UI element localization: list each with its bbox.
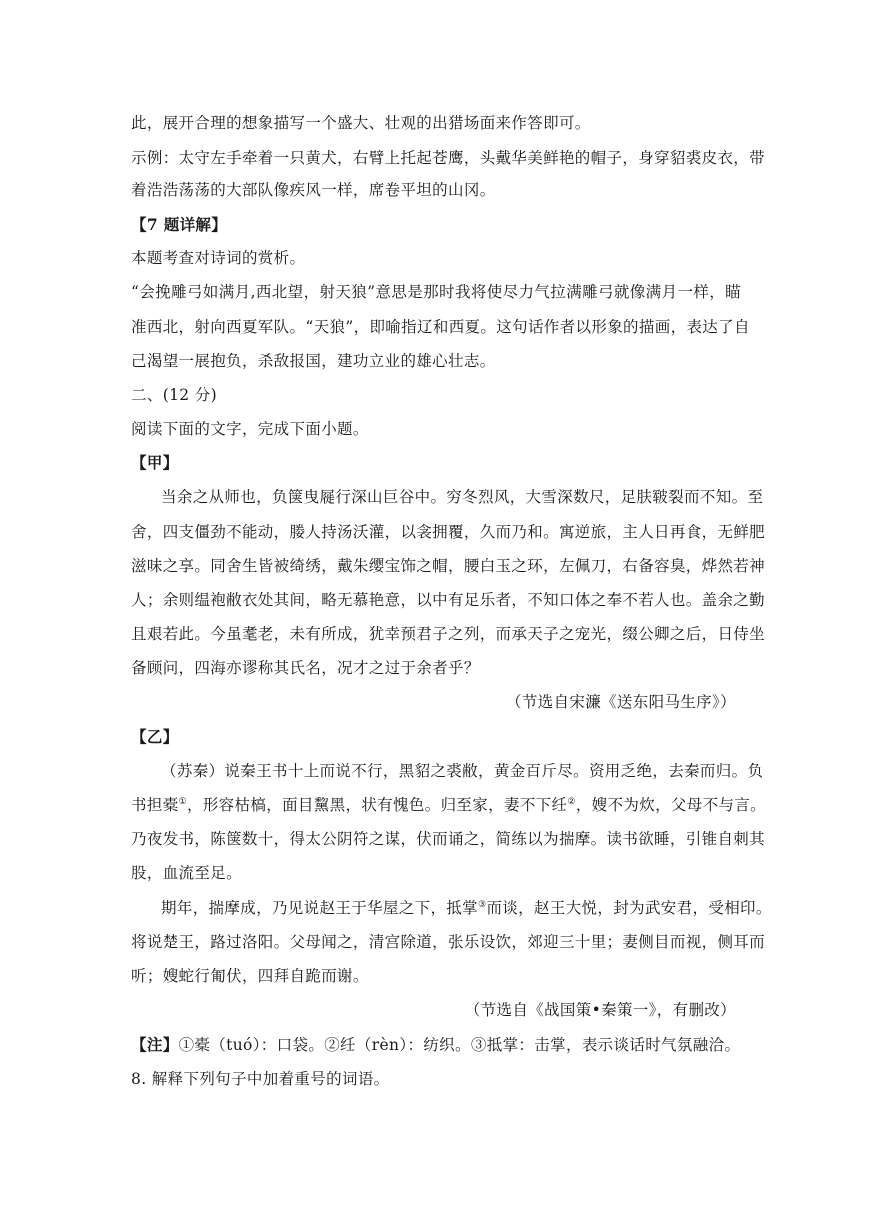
analysis-line: “会挽雕弓如满月,西北望，射天狼”意思是那时我将使尽力气拉满雕弓就像满月一样，瞄 [131,283,741,301]
footnote-mark: ① [178,796,187,807]
passage-yi-line: 股，血流至足。 [131,864,242,882]
passage-jia-line: 滋味之享。同舍生皆被绮绣，戴朱缨宝饰之帽，腰白玉之环，左佩刀，右备容臭，烨然若神 [131,557,766,575]
passage-yi-line: 书担橐①，形容枯槁，面目黧黑，状有愧色。归至家，妻不下纴②，嫂不为炊，父母不与言。 [131,796,767,814]
source-citation: （节选自宋濂《送东阳马生序》） [505,693,736,711]
passage-yi-line: 期年，揣摩成，乃见说赵王于华屋之下，抵掌③而谈，赵王大悦，封为武安君，受相印。 [161,899,772,917]
passage-yi-line: （苏秦）说秦王书十上而说不行，黑貂之裘敝，黄金百斤尽。资用乏绝，去秦而归。负 [161,762,764,780]
question-8: 8. 解释下列句子中加着重号的词语。 [131,1070,390,1088]
passage-label-yi: 【乙】 [131,727,179,746]
section-heading: 二、(12 分) [131,386,218,404]
passage-jia-line: 人；余则缊袍敝衣处其间，略无慕艳意，以中有足乐者，不知口体之奉不若人也。盖余之勤 [131,591,766,609]
source-citation: （节选自《战国策•秦策一》，有删改） [464,1001,736,1019]
example-line: 示例：太守左手牵着一只黄犬，右臂上托起苍鹰，头戴华美鲜艳的帽子，身穿貂裘皮衣，带 [131,149,766,167]
analysis-line: 己渴望一展抱负，杀敌报国，建功立业的雄心壮志。 [131,352,496,370]
example-line: 着浩浩荡荡的大部队像疾风一样，席卷平坦的山冈。 [131,181,496,199]
instruction-line: 阅读下面的文字，完成下面小题。 [131,420,369,438]
answer-line: 此，展开合理的想象描写一个盛大、壮观的出猎场面来作答即可。 [131,114,591,132]
footnote-mark: ② [567,796,576,807]
annotation-note: 【注】①橐（tuó）：口袋。②纴（rèn）：纺织。③抵掌：击掌，表示谈话时气氛融洽。 [131,1035,741,1054]
section-heading: 【7 题详解】 [131,215,228,234]
passage-yi-line: 乃夜发书，陈箧数十，得太公阴符之谋，伏而诵之，简练以为揣摩。读书欲睡，引锥自刺其 [131,830,766,848]
passage-label-jia: 【甲】 [131,453,179,472]
passage-jia-line: 且艰若此。今虽耄老，未有所成，犹幸预君子之列，而承天子之宠光，缀公卿之后，日侍坐 [131,625,766,643]
passage-jia-line: 备顾问，四海亦谬称其氏名，况才之过于余者乎？ [131,659,480,677]
passage-yi-line: 听；嫂蛇行匍伏，四拜自跪而谢。 [131,967,369,985]
passage-jia-line: 当余之从师也，负箧曳屣行深山巨谷中。穷冬烈风，大雪深数尺，足肤皲裂而不知。至 [161,488,764,506]
analysis-line: 准西北，射向西夏军队。“天狼”，即喻指辽和西夏。这句话作者以形象的描画，表达了自 [131,318,750,336]
analysis-line: 本题考查对诗词的赏析。 [131,249,306,267]
footnote-mark: ③ [478,899,487,910]
passage-jia-line: 舍，四支僵劲不能动，媵人持汤沃灌，以衾拥覆，久而乃和。寓逆旅，主人日再食，无鲜肥 [131,523,766,541]
passage-yi-line: 将说楚王，路过洛阳。父母闻之，清宫除道，张乐设饮，郊迎三十里；妻侧目而视，侧耳而 [131,933,766,951]
